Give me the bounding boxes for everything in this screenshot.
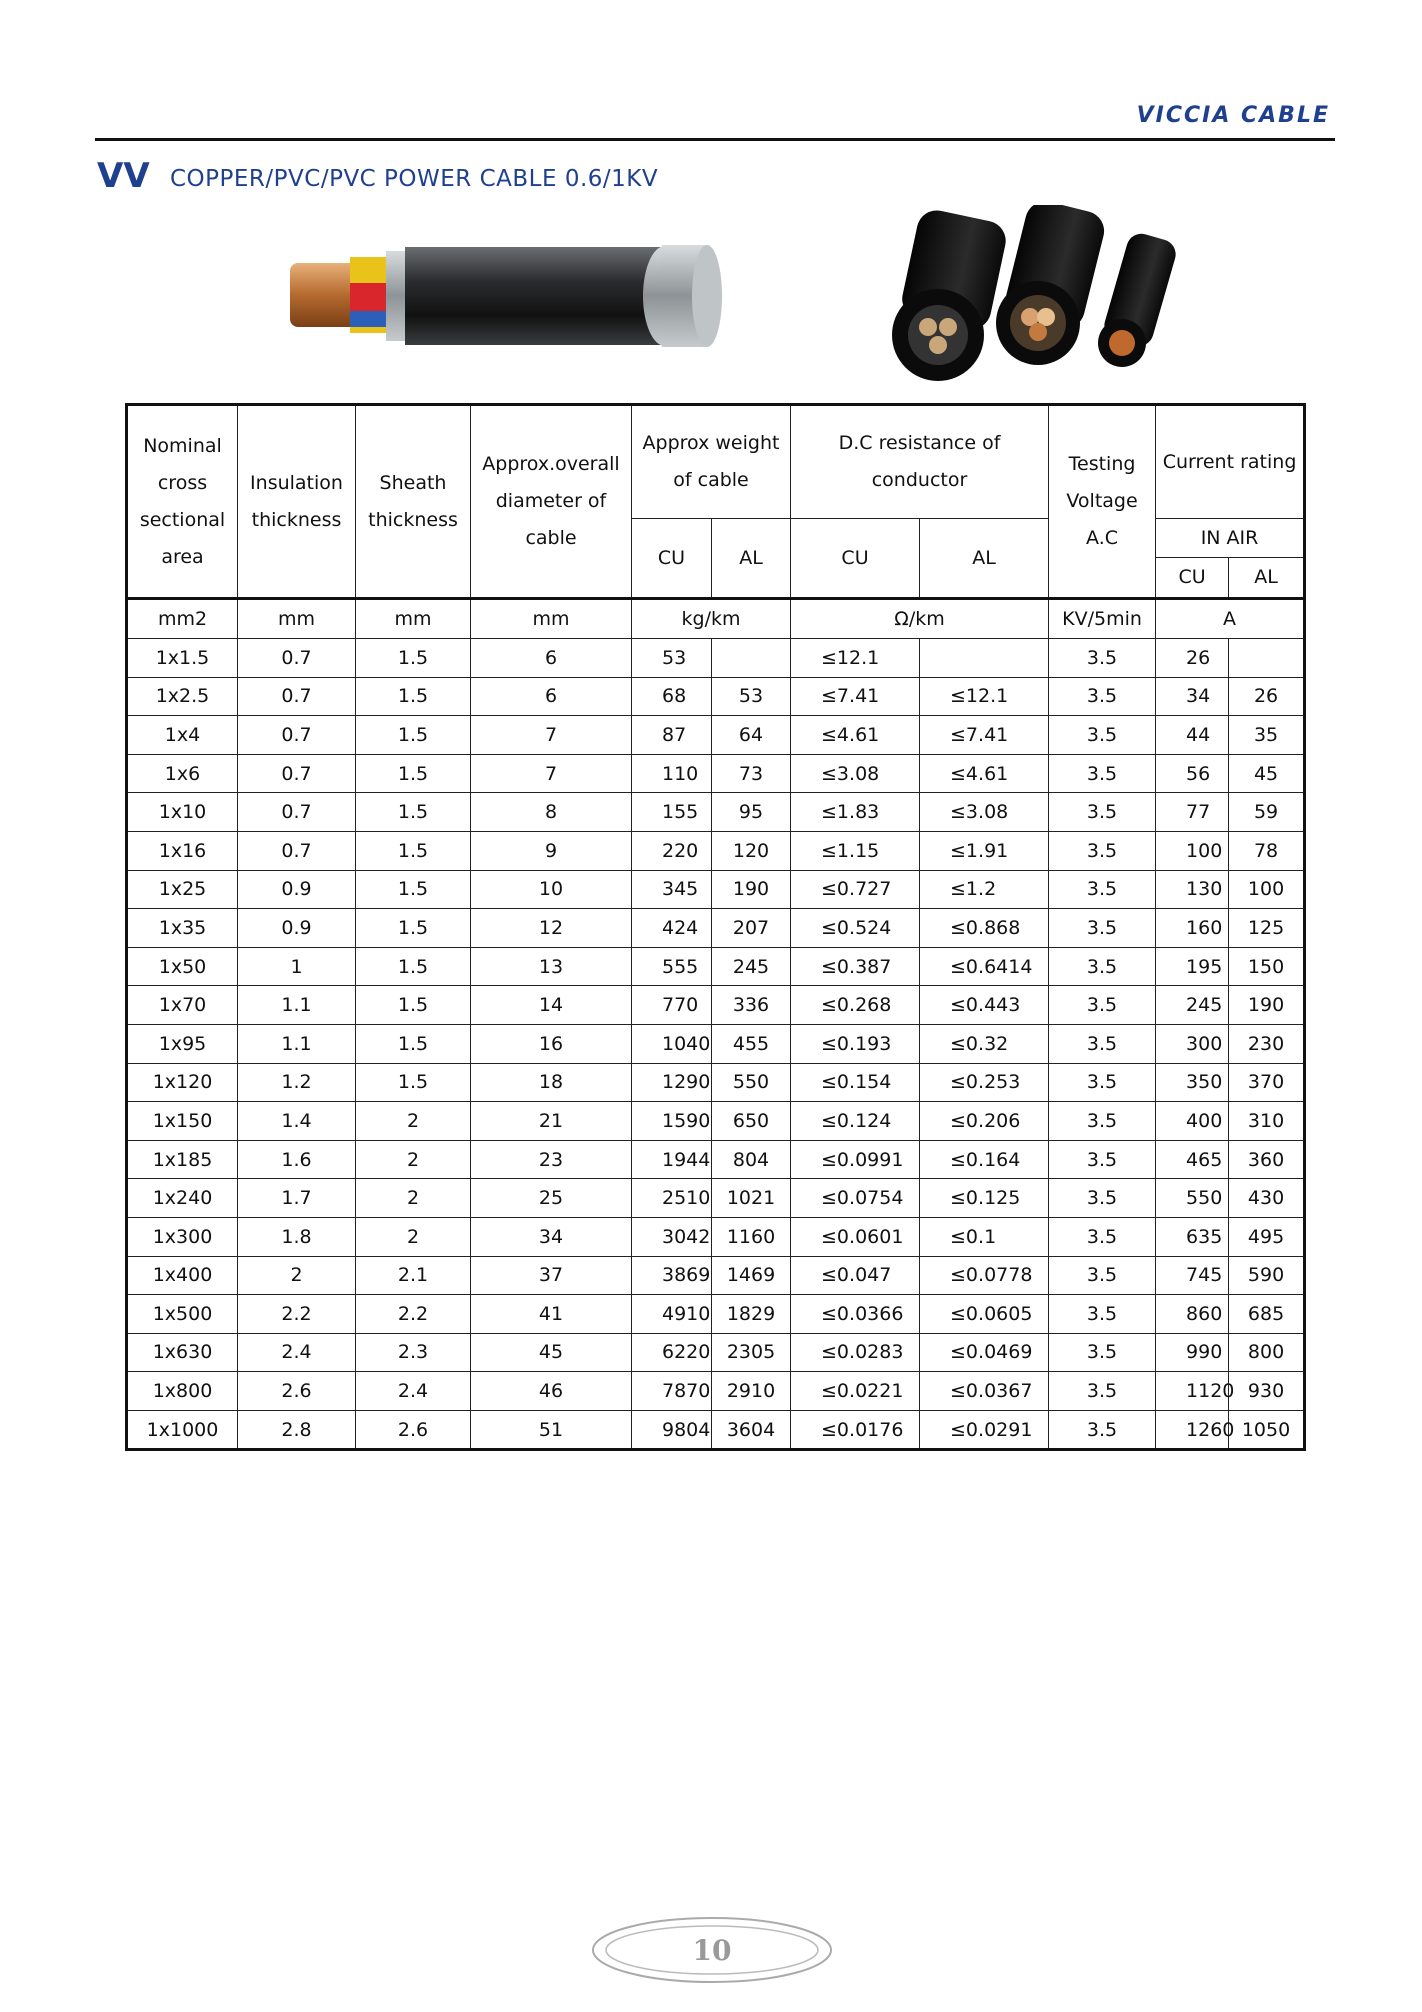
table-row (127, 909, 1305, 948)
header-resistance-cu: CU (791, 519, 920, 599)
cell-diameter: 37 (471, 1256, 632, 1295)
header-weight: Approx weight of cable (632, 405, 791, 519)
cell-diameter: 51 (471, 1410, 632, 1450)
cell-current-cu: 100 (1156, 831, 1229, 870)
brand-logo: VICCIA CABLE (1136, 103, 1330, 128)
cell-weight-cu: 424 (632, 909, 712, 948)
cell-sheath: 2.2 (356, 1295, 471, 1334)
cell-resistance-cu: ≤0.0283 (791, 1333, 920, 1372)
cell-weight-al: 73 (712, 754, 791, 793)
cell-testing: 3.5 (1049, 677, 1156, 716)
header-resistance-al: AL (920, 519, 1049, 599)
cell-current-al: 930 (1229, 1372, 1305, 1411)
cell-current-cu: 990 (1156, 1333, 1229, 1372)
header-nominal: Nominal cross sectional area (127, 405, 238, 599)
cell-weight-al: 95 (712, 793, 791, 832)
product-code: VV (97, 156, 150, 196)
cell-diameter: 41 (471, 1295, 632, 1334)
cell-weight-cu: 3869 (632, 1256, 712, 1295)
cell-weight-cu: 1290 (632, 1063, 712, 1102)
cell-weight-al: 1469 (712, 1256, 791, 1295)
cell-testing: 3.5 (1049, 639, 1156, 678)
cell-current-cu: 44 (1156, 716, 1229, 755)
cell-insulation: 0.9 (238, 870, 356, 909)
cell-resistance-al: ≤1.91 (920, 831, 1049, 870)
cell-resistance-cu: ≤0.124 (791, 1102, 920, 1141)
cell-sheath: 1.5 (356, 639, 471, 678)
cell-current-cu: 860 (1156, 1295, 1229, 1334)
cell-weight-cu: 53 (632, 639, 712, 678)
cell-area: 1x500 (127, 1295, 238, 1334)
cable-cutaway-image (290, 235, 730, 360)
cell-current-al: 26 (1229, 677, 1305, 716)
cable-spec-table (125, 403, 1306, 1451)
table-row (127, 870, 1305, 909)
cell-resistance-cu: ≤1.15 (791, 831, 920, 870)
table-row (127, 1217, 1305, 1256)
table-row (127, 986, 1305, 1025)
cell-weight-al: 550 (712, 1063, 791, 1102)
table-row (127, 947, 1305, 986)
table-row (127, 1410, 1305, 1450)
cell-insulation: 2.8 (238, 1410, 356, 1450)
cell-weight-cu: 6220 (632, 1333, 712, 1372)
unit-resistance: Ω/km (791, 599, 1049, 639)
cell-diameter: 25 (471, 1179, 632, 1218)
table-row (127, 1063, 1305, 1102)
cell-weight-al: 650 (712, 1102, 791, 1141)
cell-sheath: 1.5 (356, 716, 471, 755)
cell-current-al: 150 (1229, 947, 1305, 986)
cell-area: 1x35 (127, 909, 238, 948)
cell-area: 1x25 (127, 870, 238, 909)
cell-testing: 3.5 (1049, 1333, 1156, 1372)
cell-resistance-al: ≤0.206 (920, 1102, 1049, 1141)
cell-current-cu: 160 (1156, 909, 1229, 948)
cell-current-cu: 350 (1156, 1063, 1229, 1102)
cell-current-cu: 77 (1156, 793, 1229, 832)
cell-resistance-al: ≤0.868 (920, 909, 1049, 948)
table-row (127, 754, 1305, 793)
cell-area: 1x800 (127, 1372, 238, 1411)
cell-sheath: 2.4 (356, 1372, 471, 1411)
cell-insulation: 1.6 (238, 1140, 356, 1179)
cell-resistance-cu: ≤0.524 (791, 909, 920, 948)
cell-sheath: 2 (356, 1102, 471, 1141)
unit-weight: kg/km (632, 599, 791, 639)
cell-weight-al: 207 (712, 909, 791, 948)
cell-insulation: 1.7 (238, 1179, 356, 1218)
cell-insulation: 2.4 (238, 1333, 356, 1372)
cell-weight-al: 2910 (712, 1372, 791, 1411)
cell-area: 1x1.5 (127, 639, 238, 678)
cell-diameter: 7 (471, 716, 632, 755)
cell-weight-cu: 345 (632, 870, 712, 909)
unit-testing: KV/5min (1049, 599, 1156, 639)
cell-sheath: 1.5 (356, 1024, 471, 1063)
cell-testing: 3.5 (1049, 870, 1156, 909)
cell-current-al: 1050 (1229, 1410, 1305, 1450)
cell-resistance-cu: ≤7.41 (791, 677, 920, 716)
unit-current: A (1156, 599, 1305, 639)
cell-resistance-al: ≤7.41 (920, 716, 1049, 755)
cell-resistance-cu: ≤0.0601 (791, 1217, 920, 1256)
cell-current-al: 78 (1229, 831, 1305, 870)
cell-insulation: 2.2 (238, 1295, 356, 1334)
cell-area: 1x630 (127, 1333, 238, 1372)
cell-diameter: 23 (471, 1140, 632, 1179)
cell-diameter: 7 (471, 754, 632, 793)
cell-diameter: 34 (471, 1217, 632, 1256)
cell-resistance-cu: ≤0.0176 (791, 1410, 920, 1450)
cell-weight-cu: 155 (632, 793, 712, 832)
table-row (127, 1256, 1305, 1295)
cell-weight-al: 455 (712, 1024, 791, 1063)
cell-insulation: 0.7 (238, 716, 356, 755)
cell-current-cu: 745 (1156, 1256, 1229, 1295)
cell-resistance-cu: ≤0.047 (791, 1256, 920, 1295)
cell-area: 1x185 (127, 1140, 238, 1179)
cell-area: 1x150 (127, 1102, 238, 1141)
cell-weight-cu: 770 (632, 986, 712, 1025)
cell-insulation: 1 (238, 947, 356, 986)
cell-weight-cu: 1944 (632, 1140, 712, 1179)
cell-resistance-al: ≤0.125 (920, 1179, 1049, 1218)
cell-sheath: 1.5 (356, 986, 471, 1025)
cell-current-al: 495 (1229, 1217, 1305, 1256)
cell-insulation: 0.7 (238, 793, 356, 832)
cell-area: 1x240 (127, 1179, 238, 1218)
cell-resistance-al: ≤12.1 (920, 677, 1049, 716)
unit-sheath: mm (356, 599, 471, 639)
cell-testing: 3.5 (1049, 1410, 1156, 1450)
cell-current-al (1229, 639, 1305, 678)
cell-resistance-al: ≤0.0367 (920, 1372, 1049, 1411)
cell-sheath: 1.5 (356, 754, 471, 793)
cell-current-al: 125 (1229, 909, 1305, 948)
cell-current-al: 800 (1229, 1333, 1305, 1372)
cell-current-cu: 635 (1156, 1217, 1229, 1256)
cell-current-al: 685 (1229, 1295, 1305, 1334)
cell-testing: 3.5 (1049, 1295, 1156, 1334)
page-title: COPPER/PVC/PVC POWER CABLE 0.6/1KV (170, 166, 659, 192)
cell-weight-al: 336 (712, 986, 791, 1025)
cell-current-al: 59 (1229, 793, 1305, 832)
unit-insulation: mm (238, 599, 356, 639)
cell-area: 1x10 (127, 793, 238, 832)
cell-weight-cu: 2510 (632, 1179, 712, 1218)
cell-sheath: 1.5 (356, 677, 471, 716)
cell-sheath: 2 (356, 1217, 471, 1256)
cell-current-cu: 245 (1156, 986, 1229, 1025)
cell-sheath: 1.5 (356, 1063, 471, 1102)
cell-current-al: 35 (1229, 716, 1305, 755)
cell-sheath: 2.1 (356, 1256, 471, 1295)
header-rule (95, 138, 1335, 141)
table-row (127, 1024, 1305, 1063)
cell-current-cu: 550 (1156, 1179, 1229, 1218)
cell-current-cu: 400 (1156, 1102, 1229, 1141)
cell-current-cu: 34 (1156, 677, 1229, 716)
table-row (127, 716, 1305, 755)
cell-diameter: 8 (471, 793, 632, 832)
cell-insulation: 1.1 (238, 1024, 356, 1063)
cell-weight-cu: 1590 (632, 1102, 712, 1141)
cell-sheath: 1.5 (356, 831, 471, 870)
cell-testing: 3.5 (1049, 793, 1156, 832)
cell-diameter: 12 (471, 909, 632, 948)
cell-weight-cu: 3042 (632, 1217, 712, 1256)
cell-insulation: 0.7 (238, 639, 356, 678)
cell-current-cu: 465 (1156, 1140, 1229, 1179)
unit-nominal: mm2 (127, 599, 238, 639)
table-row (127, 1333, 1305, 1372)
cell-resistance-al: ≤0.443 (920, 986, 1049, 1025)
cell-insulation: 1.1 (238, 986, 356, 1025)
cell-resistance-al: ≤0.1 (920, 1217, 1049, 1256)
cell-current-al: 430 (1229, 1179, 1305, 1218)
cell-weight-cu: 4910 (632, 1295, 712, 1334)
cell-weight-al: 53 (712, 677, 791, 716)
cell-area: 1x400 (127, 1256, 238, 1295)
cell-resistance-cu: ≤1.83 (791, 793, 920, 832)
cell-area: 1x300 (127, 1217, 238, 1256)
cell-resistance-cu: ≤0.0221 (791, 1372, 920, 1411)
cell-testing: 3.5 (1049, 754, 1156, 793)
cell-insulation: 1.8 (238, 1217, 356, 1256)
header-insulation: Insulation thickness (238, 405, 356, 599)
cell-sheath: 1.5 (356, 947, 471, 986)
cell-sheath: 2 (356, 1179, 471, 1218)
cell-area: 1x4 (127, 716, 238, 755)
cell-current-cu: 130 (1156, 870, 1229, 909)
cell-diameter: 16 (471, 1024, 632, 1063)
page-number: 10 (692, 1934, 732, 1967)
cell-resistance-cu: ≤4.61 (791, 716, 920, 755)
cell-sheath: 1.5 (356, 870, 471, 909)
cell-resistance-cu: ≤0.727 (791, 870, 920, 909)
cell-resistance-al: ≤4.61 (920, 754, 1049, 793)
cell-diameter: 13 (471, 947, 632, 986)
header-weight-cu: CU (632, 519, 712, 599)
cell-resistance-cu: ≤3.08 (791, 754, 920, 793)
cell-testing: 3.5 (1049, 1217, 1156, 1256)
cell-current-cu: 1120 (1156, 1372, 1229, 1411)
cell-current-cu: 26 (1156, 639, 1229, 678)
cell-current-cu: 1260 (1156, 1410, 1229, 1450)
cell-weight-cu: 110 (632, 754, 712, 793)
header-diameter: Approx.overall diameter of cable (471, 405, 632, 599)
cell-testing: 3.5 (1049, 947, 1156, 986)
cell-diameter: 18 (471, 1063, 632, 1102)
cell-resistance-cu: ≤0.193 (791, 1024, 920, 1063)
cell-resistance-al: ≤0.6414 (920, 947, 1049, 986)
cell-resistance-cu: ≤0.154 (791, 1063, 920, 1102)
header-current-al: AL (1229, 558, 1305, 599)
cell-insulation: 0.7 (238, 831, 356, 870)
cell-insulation: 1.2 (238, 1063, 356, 1102)
cell-weight-al: 1021 (712, 1179, 791, 1218)
cell-weight-cu: 1040 (632, 1024, 712, 1063)
cell-weight-cu: 68 (632, 677, 712, 716)
cell-area: 1x6 (127, 754, 238, 793)
cell-testing: 3.5 (1049, 831, 1156, 870)
table-row (127, 831, 1305, 870)
cell-insulation: 1.4 (238, 1102, 356, 1141)
header-resistance: D.C resistance of conductor (791, 405, 1049, 519)
cell-sheath: 1.5 (356, 909, 471, 948)
cell-area: 1x50 (127, 947, 238, 986)
cell-weight-al: 2305 (712, 1333, 791, 1372)
cell-testing: 3.5 (1049, 1063, 1156, 1102)
table-row (127, 639, 1305, 678)
cell-area: 1x95 (127, 1024, 238, 1063)
cell-sheath: 2 (356, 1140, 471, 1179)
page-number-badge (590, 1914, 835, 1986)
table-row (127, 1102, 1305, 1141)
cell-weight-cu: 87 (632, 716, 712, 755)
cell-diameter: 9 (471, 831, 632, 870)
cell-current-al: 370 (1229, 1063, 1305, 1102)
cell-diameter: 45 (471, 1333, 632, 1372)
cell-area: 1x2.5 (127, 677, 238, 716)
cell-resistance-al: ≤0.253 (920, 1063, 1049, 1102)
cell-weight-al (712, 639, 791, 678)
cell-resistance-al (920, 639, 1049, 678)
cell-current-al: 310 (1229, 1102, 1305, 1141)
table-row (127, 1295, 1305, 1334)
cell-testing: 3.5 (1049, 1256, 1156, 1295)
cell-sheath: 1.5 (356, 793, 471, 832)
cell-resistance-cu: ≤0.0366 (791, 1295, 920, 1334)
cell-resistance-al: ≤0.0469 (920, 1333, 1049, 1372)
cell-resistance-al: ≤0.0605 (920, 1295, 1049, 1334)
cell-diameter: 46 (471, 1372, 632, 1411)
cell-resistance-cu: ≤0.387 (791, 947, 920, 986)
cell-weight-cu: 555 (632, 947, 712, 986)
cell-diameter: 6 (471, 677, 632, 716)
header-sheath: Sheath thickness (356, 405, 471, 599)
cell-weight-cu: 220 (632, 831, 712, 870)
cell-weight-al: 245 (712, 947, 791, 986)
table-row (127, 1372, 1305, 1411)
cell-testing: 3.5 (1049, 1179, 1156, 1218)
cell-resistance-al: ≤1.2 (920, 870, 1049, 909)
header-current: Current rating (1156, 405, 1305, 519)
cell-resistance-cu: ≤0.0991 (791, 1140, 920, 1179)
cell-area: 1x16 (127, 831, 238, 870)
cell-weight-al: 64 (712, 716, 791, 755)
cell-weight-al: 1160 (712, 1217, 791, 1256)
cable-cross-section-image (890, 205, 1200, 385)
cell-area: 1x1000 (127, 1410, 238, 1450)
cell-diameter: 10 (471, 870, 632, 909)
cell-insulation: 2 (238, 1256, 356, 1295)
cell-current-al: 45 (1229, 754, 1305, 793)
cell-weight-al: 3604 (712, 1410, 791, 1450)
cell-weight-al: 120 (712, 831, 791, 870)
cell-current-cu: 56 (1156, 754, 1229, 793)
cell-resistance-cu: ≤0.0754 (791, 1179, 920, 1218)
table-row (127, 1140, 1305, 1179)
cell-testing: 3.5 (1049, 1024, 1156, 1063)
cell-current-cu: 195 (1156, 947, 1229, 986)
cell-current-cu: 300 (1156, 1024, 1229, 1063)
cell-weight-al: 190 (712, 870, 791, 909)
cell-weight-al: 1829 (712, 1295, 791, 1334)
header-in-air: IN AIR (1156, 519, 1305, 558)
cell-current-al: 100 (1229, 870, 1305, 909)
cell-testing: 3.5 (1049, 909, 1156, 948)
unit-diameter: mm (471, 599, 632, 639)
table-row (127, 793, 1305, 832)
cell-resistance-al: ≤0.32 (920, 1024, 1049, 1063)
cell-testing: 3.5 (1049, 1102, 1156, 1141)
header-current-cu: CU (1156, 558, 1229, 599)
cell-current-al: 230 (1229, 1024, 1305, 1063)
cell-sheath: 2.6 (356, 1410, 471, 1450)
cell-diameter: 14 (471, 986, 632, 1025)
cell-testing: 3.5 (1049, 1140, 1156, 1179)
table-row (127, 1179, 1305, 1218)
cell-current-al: 590 (1229, 1256, 1305, 1295)
cell-resistance-cu: ≤12.1 (791, 639, 920, 678)
cell-sheath: 2.3 (356, 1333, 471, 1372)
cell-testing: 3.5 (1049, 1372, 1156, 1411)
cell-weight-cu: 7870 (632, 1372, 712, 1411)
cell-area: 1x70 (127, 986, 238, 1025)
header-weight-al: AL (712, 519, 791, 599)
cell-insulation: 0.9 (238, 909, 356, 948)
cell-diameter: 6 (471, 639, 632, 678)
header-testing: Testing Voltage A.C (1049, 405, 1156, 599)
cell-testing: 3.5 (1049, 986, 1156, 1025)
cell-insulation: 0.7 (238, 677, 356, 716)
cell-resistance-al: ≤3.08 (920, 793, 1049, 832)
cell-area: 1x120 (127, 1063, 238, 1102)
cell-insulation: 0.7 (238, 754, 356, 793)
cell-resistance-al: ≤0.0778 (920, 1256, 1049, 1295)
cell-resistance-cu: ≤0.268 (791, 986, 920, 1025)
cell-current-al: 190 (1229, 986, 1305, 1025)
cell-current-al: 360 (1229, 1140, 1305, 1179)
cell-insulation: 2.6 (238, 1372, 356, 1411)
table-row (127, 677, 1305, 716)
cell-resistance-al: ≤0.164 (920, 1140, 1049, 1179)
cell-diameter: 21 (471, 1102, 632, 1141)
cell-testing: 3.5 (1049, 716, 1156, 755)
cell-resistance-al: ≤0.0291 (920, 1410, 1049, 1450)
cell-weight-cu: 9804 (632, 1410, 712, 1450)
cell-weight-al: 804 (712, 1140, 791, 1179)
